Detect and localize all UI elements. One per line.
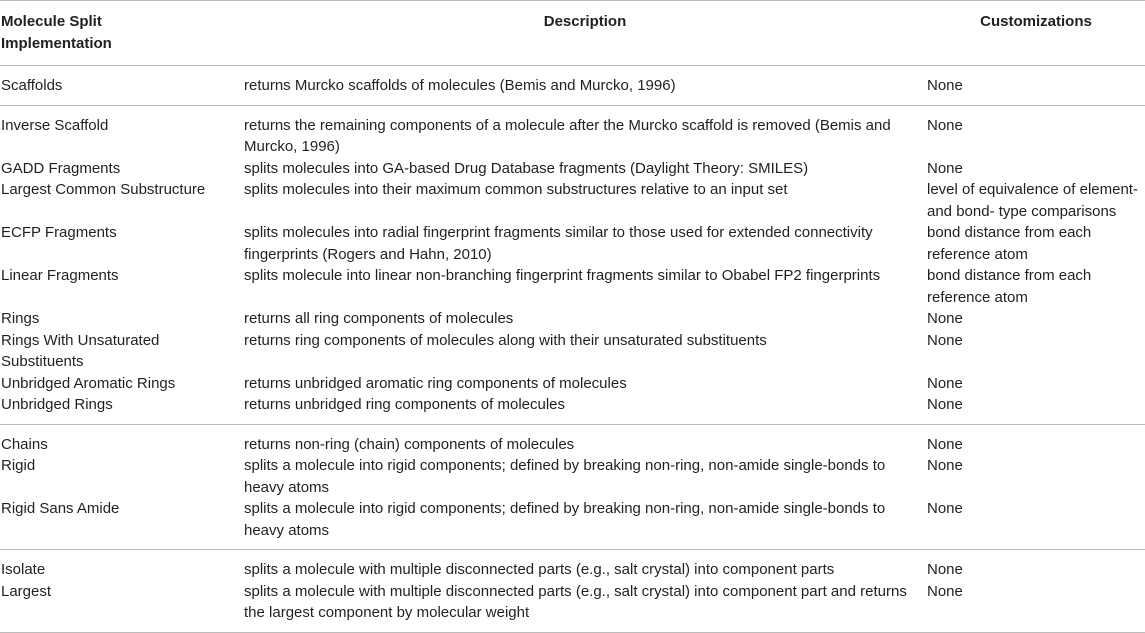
cell-implementation: Scaffolds (1, 77, 63, 94)
cell-customizations: level of equivalence of element- and bond- type comparisons (927, 181, 1138, 220)
cell-customizations: bond distance from each reference atom (927, 224, 1092, 263)
table-row (0, 394, 1145, 424)
cell-customizations: bond distance from each reference atom (927, 267, 1092, 306)
cell-description: splits a molecule into rigid components; defined by breaking non-ring, non-amide single-bonds to heavy atoms (244, 457, 886, 496)
cell-implementation: Unbridged Aromatic Rings (1, 374, 176, 392)
cell-description: splits a molecule with multiple disconnected parts (e.g., salt crystal) into component parts (244, 561, 835, 578)
table-row (0, 550, 1145, 581)
cell-customizations: None (927, 457, 963, 474)
cell-customizations: None (927, 582, 963, 600)
cell-implementation: Largest Common Substructure (1, 181, 206, 198)
cell-description: splits molecules into GA-based Drug Database fragments (Daylight Theory: SMILES) (244, 159, 809, 177)
cell-implementation: Chains (1, 435, 48, 453)
cell-customizations: None (927, 310, 963, 327)
table-row (0, 498, 1145, 550)
row-group (0, 550, 1145, 633)
cell-implementation: Rings (1, 310, 40, 327)
cell-customizations: None (927, 500, 963, 517)
table-row (0, 424, 1145, 455)
cell-customizations: None (927, 435, 963, 453)
cell-implementation: Largest (1, 582, 52, 600)
table-row (0, 330, 1145, 373)
cell-implementation: Unbridged Rings (1, 396, 113, 413)
cell-implementation: GADD Fragments (1, 159, 121, 177)
header-description: Description (543, 13, 627, 30)
cell-description: splits a molecule with multiple disconnected parts (e.g., salt crystal) into component part and returns the largest component by molecular weight (244, 582, 907, 621)
cell-description: splits molecules into radial fingerprint fragments similar to those used for extended connectivity fingerprints (Rogers and Hahn, 2010) (244, 224, 873, 263)
cell-customizations: None (927, 396, 963, 413)
table-row (0, 179, 1145, 222)
cell-description: returns the remaining components of a molecule after the Murcko scaffold is removed (Bemis and Murcko, 1996) (244, 116, 891, 155)
cell-implementation: Rigid Sans Amide (1, 500, 120, 517)
cell-implementation: Rings With Unsaturated Substituents (1, 331, 160, 370)
table-row (0, 455, 1145, 498)
table-row (0, 373, 1145, 395)
cell-description: returns unbridged aromatic ring components of molecules (244, 374, 627, 392)
cell-implementation: Isolate (1, 561, 46, 578)
cell-description: returns non-ring (chain) components of molecules (244, 435, 575, 453)
cell-implementation: ECFP Fragments (1, 224, 117, 241)
cell-customizations: None (927, 77, 963, 94)
cell-description: returns Murcko scaffolds of molecules (Bemis and Murcko, 1996) (244, 77, 676, 94)
header-row (0, 1, 1145, 66)
cell-description: splits molecules into their maximum common substructures relative to an input set (244, 181, 788, 198)
cell-description: splits molecule into linear non-branching fingerprint fragments similar to Obabel FP2 fingerprints (244, 267, 881, 284)
table-row (0, 66, 1145, 106)
table-row (0, 105, 1145, 158)
table-row (0, 581, 1145, 633)
table-row (0, 308, 1145, 330)
cell-customizations: None (927, 374, 963, 392)
row-group (0, 66, 1145, 106)
cell-description: returns all ring components of molecules (244, 310, 514, 327)
table-header (0, 1, 1145, 66)
cell-description: returns unbridged ring components of molecules (244, 396, 566, 413)
cell-customizations: None (927, 116, 963, 134)
table-row (0, 222, 1145, 265)
cell-customizations: None (927, 159, 963, 177)
header-molecule-split: Molecule Split Implementation (1, 13, 112, 52)
cell-implementation: Linear Fragments (1, 267, 119, 284)
cell-customizations: None (927, 561, 963, 578)
header-customizations: Customizations (980, 13, 1092, 30)
row-group (0, 424, 1145, 550)
cell-description: returns ring components of molecules along with their unsaturated substituents (244, 331, 767, 349)
cell-implementation: Inverse Scaffold (1, 116, 109, 134)
cell-description: splits a molecule into rigid components; defined by breaking non-ring, non-amide single-bonds to heavy atoms (244, 500, 886, 539)
row-group (0, 105, 1145, 424)
table-row (0, 158, 1145, 180)
cell-implementation: Rigid (1, 457, 36, 474)
table-row (0, 265, 1145, 308)
cell-customizations: None (927, 331, 963, 349)
